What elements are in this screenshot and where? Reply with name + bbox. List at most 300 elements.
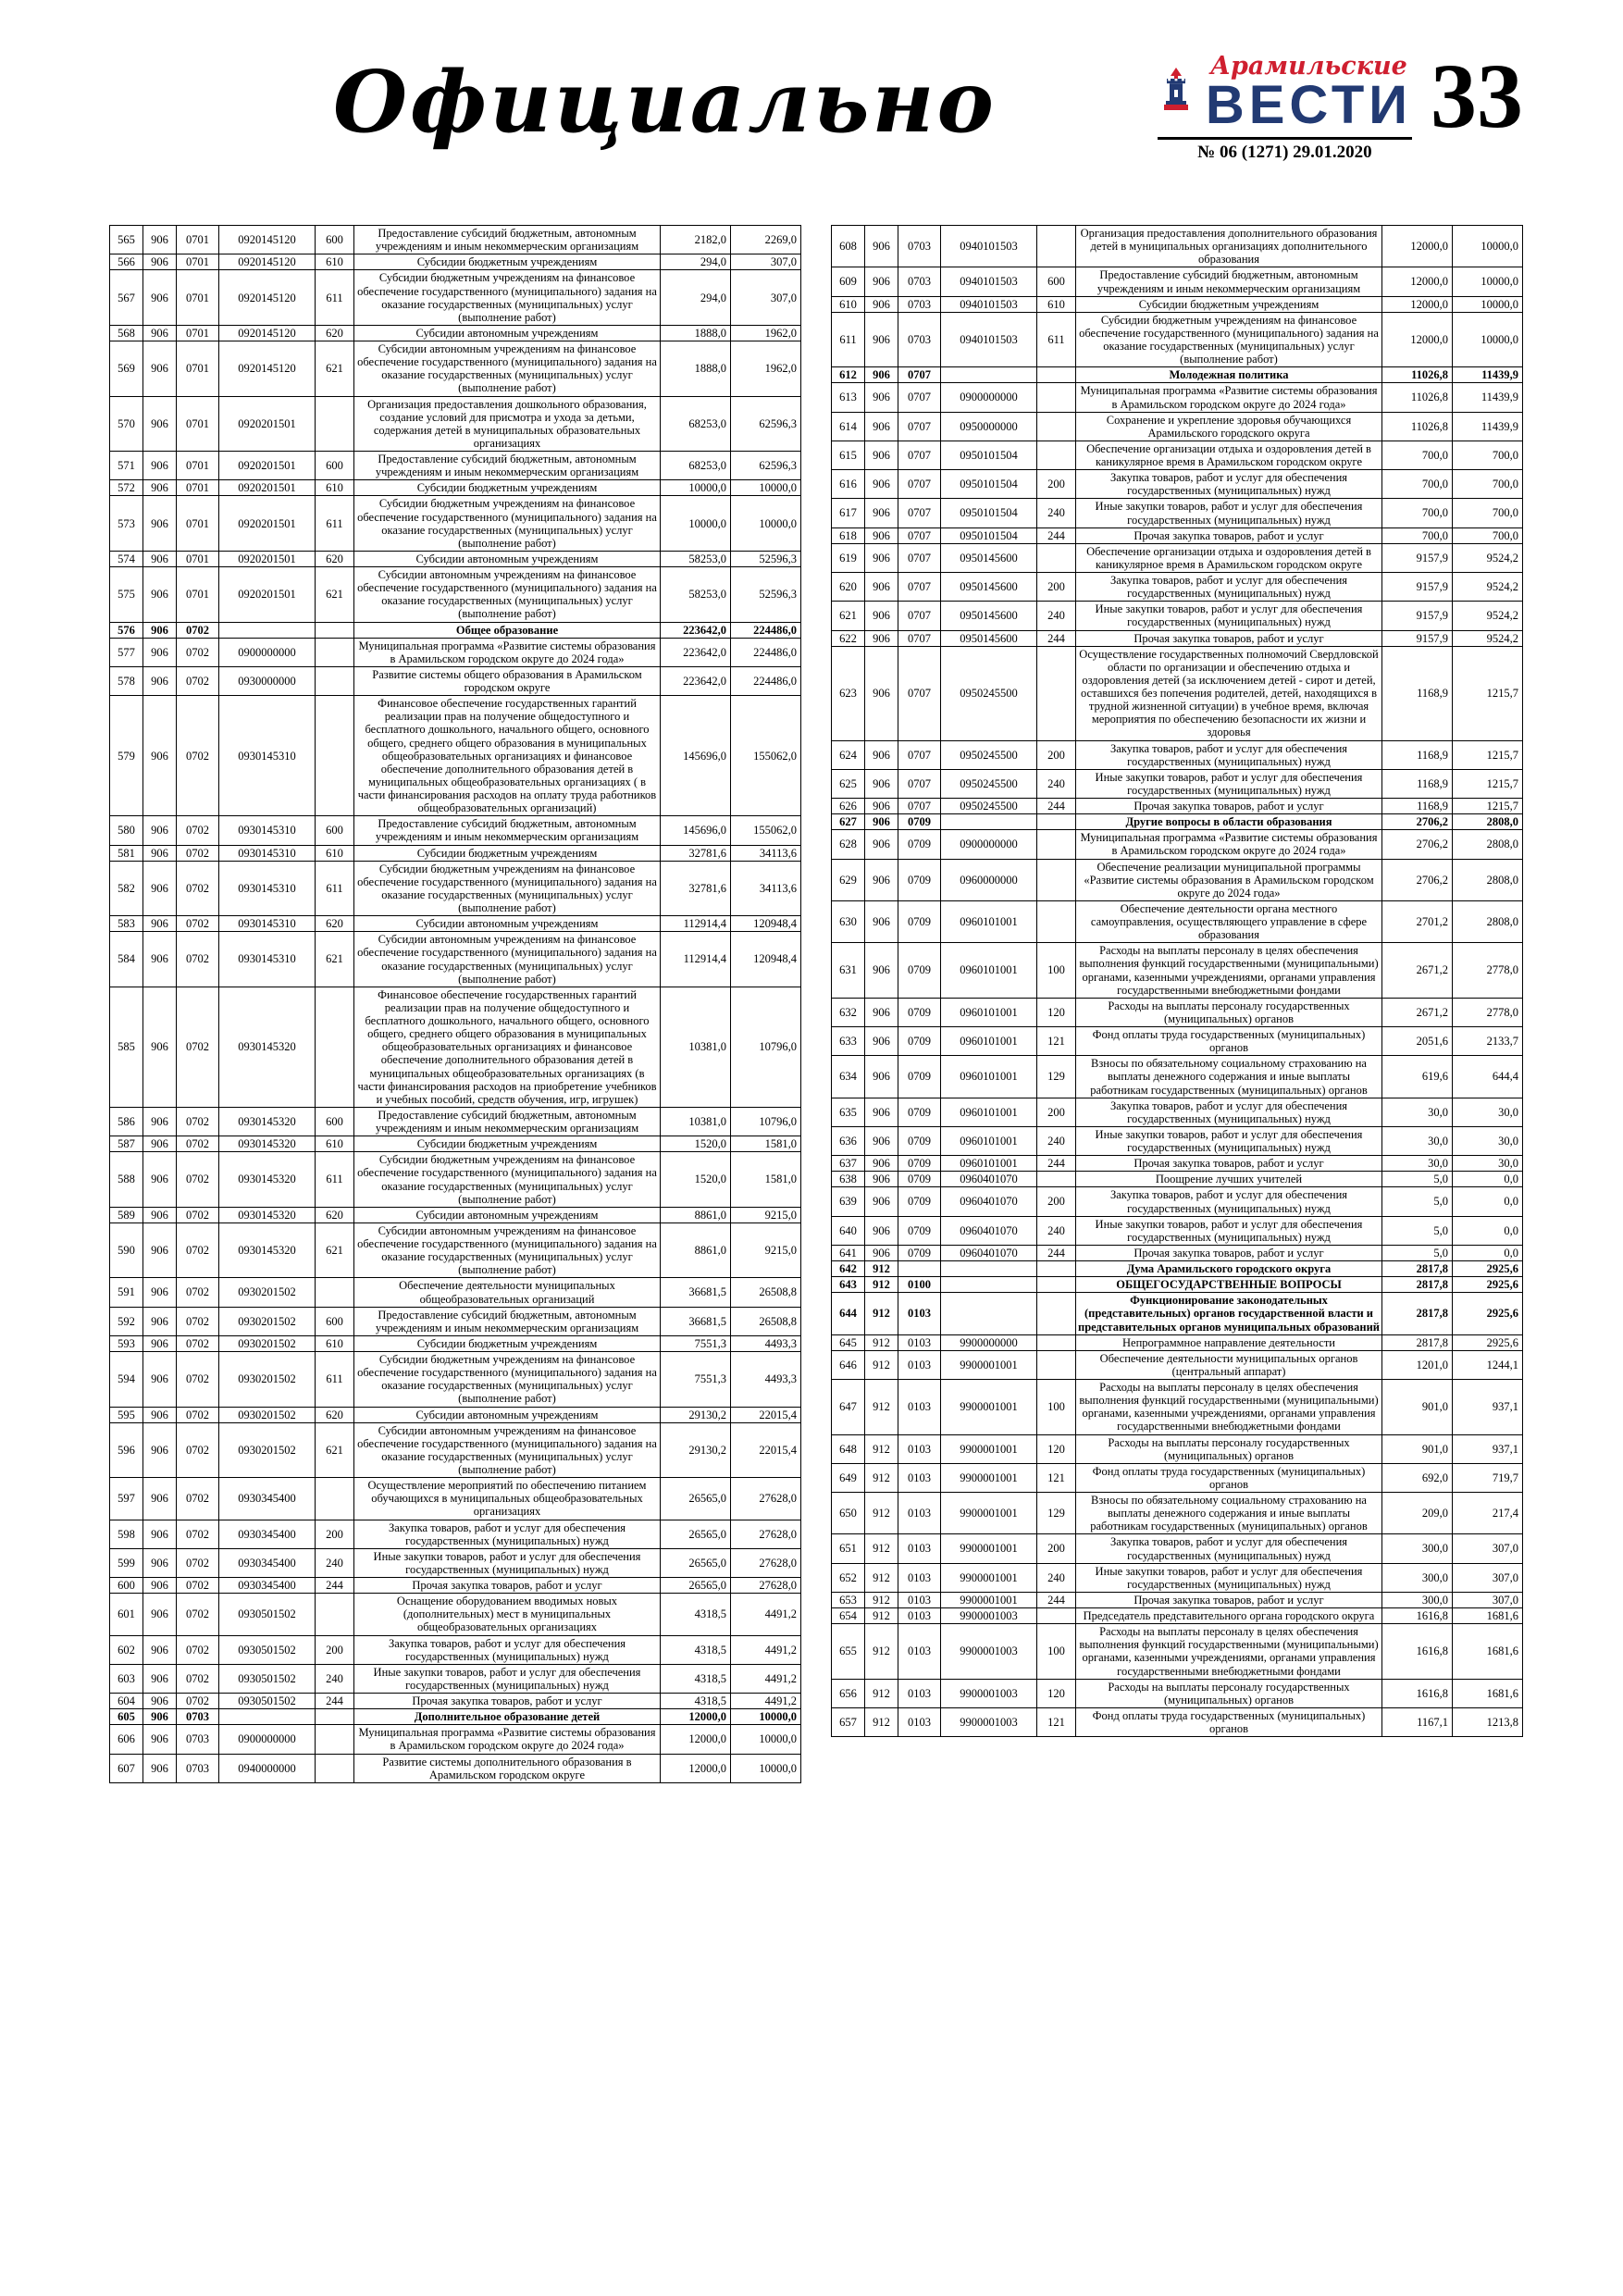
cell-expense-type	[316, 1709, 354, 1725]
cell-expense-type	[1037, 900, 1076, 942]
cell-grbs-code: 906	[143, 1278, 177, 1307]
cell-expense-type: 100	[1037, 943, 1076, 999]
cell-article-code: 0950145600	[941, 543, 1037, 572]
cell-article-code: 0930201502	[219, 1278, 316, 1307]
cell-grbs-code: 906	[865, 267, 898, 296]
cell-amount-2: 34113,6	[731, 845, 801, 861]
cell-article-code: 0930000000	[219, 666, 316, 695]
cell-section-code: 0707	[898, 499, 941, 527]
cell-name: Субсидии бюджетным учреждениям	[354, 480, 661, 496]
cell-expense-type: 200	[1037, 470, 1076, 499]
cell-amount-2: 11439,9	[1453, 367, 1523, 383]
cell-row-num: 604	[110, 1694, 143, 1709]
cell-name: Закупка товаров, работ и услуг для обеспечения государственных (муниципальных) нужд	[1076, 1098, 1382, 1126]
cell-grbs-code: 906	[865, 441, 898, 469]
cell-row-num: 609	[832, 267, 865, 296]
cell-article-code: 0960101001	[941, 1098, 1037, 1126]
budget-table-right	[831, 225, 1523, 1737]
cell-expense-type	[1037, 1608, 1076, 1624]
cell-grbs-code: 906	[143, 666, 177, 695]
cell-article-code: 0950101504	[941, 499, 1037, 527]
cell-article-code: 0960101001	[941, 943, 1037, 999]
table-row	[832, 1434, 1523, 1463]
cell-name: Субсидии автономным учреждениям	[354, 916, 661, 932]
cell-row-num: 642	[832, 1261, 865, 1277]
table-row	[832, 312, 1523, 367]
cell-grbs-code: 912	[865, 1277, 898, 1293]
cell-section-code: 0701	[177, 341, 219, 397]
cell-article-code: 0920201501	[219, 452, 316, 480]
cell-expense-type	[316, 696, 354, 816]
cell-amount-2: 155062,0	[731, 816, 801, 845]
cell-amount-1: 2706,2	[1382, 814, 1453, 830]
cell-expense-type: 620	[316, 325, 354, 341]
cell-expense-type: 240	[1037, 602, 1076, 630]
table-row	[832, 1216, 1523, 1245]
cell-amount-2: 700,0	[1453, 470, 1523, 499]
cell-section-code: 0707	[898, 470, 941, 499]
table-row	[110, 816, 801, 845]
cell-amount-2: 307,0	[731, 254, 801, 270]
cell-article-code	[219, 622, 316, 638]
cell-article-code: 0930201502	[219, 1335, 316, 1351]
cell-name: Закупка товаров, работ и услуг для обеспечения государственных (муниципальных) нужд	[1076, 1534, 1382, 1563]
cell-amount-1: 1520,0	[661, 1152, 731, 1208]
cell-expense-type	[1037, 1277, 1076, 1293]
cell-name: Оснащение оборудованием вводимых новых (дополнительных) мест в муниципальных общеобразовательных организациях	[354, 1594, 661, 1635]
cell-expense-type: 240	[1037, 1216, 1076, 1245]
cell-grbs-code: 906	[143, 1136, 177, 1152]
cell-amount-2: 4493,3	[731, 1335, 801, 1351]
cell-amount-1: 300,0	[1382, 1592, 1453, 1607]
cell-expense-type: 610	[1037, 296, 1076, 312]
cell-amount-1: 26565,0	[661, 1520, 731, 1548]
cell-article-code: 0920145120	[219, 341, 316, 397]
cell-grbs-code: 906	[865, 312, 898, 367]
cell-row-num: 626	[832, 799, 865, 814]
table-row	[832, 1707, 1523, 1736]
cell-article-code: 0900000000	[219, 1725, 316, 1754]
cell-grbs-code: 906	[865, 740, 898, 769]
cell-section-code: 0702	[177, 932, 219, 987]
cell-grbs-code: 906	[865, 1027, 898, 1056]
cell-row-num: 627	[832, 814, 865, 830]
cell-row-num: 635	[832, 1098, 865, 1126]
cell-expense-type: 120	[1037, 998, 1076, 1026]
cell-grbs-code: 906	[143, 496, 177, 552]
cell-amount-1: 4318,5	[661, 1664, 731, 1693]
cell-grbs-code: 906	[143, 254, 177, 270]
cell-amount-1: 300,0	[1382, 1563, 1453, 1592]
table-row	[110, 341, 801, 397]
cell-row-num: 649	[832, 1463, 865, 1492]
cell-amount-1: 4318,5	[661, 1594, 731, 1635]
cell-row-num: 605	[110, 1709, 143, 1725]
table-row	[110, 1578, 801, 1594]
cell-row-num: 654	[832, 1608, 865, 1624]
cell-article-code: 0940101503	[941, 296, 1037, 312]
cell-section-code: 0702	[177, 1152, 219, 1208]
table-row	[832, 998, 1523, 1026]
cell-section-code: 0707	[898, 441, 941, 469]
cell-amount-1: 2706,2	[1382, 859, 1453, 900]
cell-section-code: 0702	[177, 1664, 219, 1693]
cell-name: Дополнительное образование детей	[354, 1709, 661, 1725]
cell-amount-1: 1167,1	[1382, 1707, 1453, 1736]
cell-article-code: 0930145320	[219, 1152, 316, 1208]
cell-row-num: 607	[110, 1754, 143, 1782]
cell-amount-2: 307,0	[1453, 1563, 1523, 1592]
cell-grbs-code: 912	[865, 1534, 898, 1563]
cell-expense-type: 244	[1037, 630, 1076, 646]
cell-expense-type	[1037, 383, 1076, 412]
cell-grbs-code: 906	[865, 412, 898, 441]
cell-amount-1: 12000,0	[1382, 296, 1453, 312]
table-row	[832, 814, 1523, 830]
cell-section-code: 0103	[898, 1463, 941, 1492]
cell-section-code: 0709	[898, 1156, 941, 1172]
cell-expense-type	[1037, 1261, 1076, 1277]
cell-amount-2: 2778,0	[1453, 998, 1523, 1026]
cell-row-num: 598	[110, 1520, 143, 1548]
cell-section-code: 0701	[177, 480, 219, 496]
cell-grbs-code: 906	[143, 1222, 177, 1278]
cell-name: Закупка товаров, работ и услуг для обеспечения государственных (муниципальных) нужд	[1076, 1187, 1382, 1216]
cell-name: Закупка товаров, работ и услуг для обеспечения государственных (муниципальных) нужд	[1076, 740, 1382, 769]
cell-article-code: 0950245500	[941, 740, 1037, 769]
cell-row-num: 634	[832, 1056, 865, 1098]
cell-row-num: 565	[110, 226, 143, 254]
cell-row-num: 566	[110, 254, 143, 270]
cell-amount-2: 10000,0	[731, 496, 801, 552]
cell-amount-2: 217,4	[1453, 1493, 1523, 1534]
cell-section-code: 0709	[898, 830, 941, 859]
table-row	[832, 296, 1523, 312]
cell-amount-1: 2182,0	[661, 226, 731, 254]
cell-article-code: 0960101001	[941, 1027, 1037, 1056]
cell-expense-type: 200	[316, 1635, 354, 1664]
cell-section-code: 0707	[898, 543, 941, 572]
cell-expense-type: 240	[1037, 1126, 1076, 1155]
cell-section-code: 0702	[177, 861, 219, 916]
cell-expense-type: 621	[316, 341, 354, 397]
cell-amount-2: 155062,0	[731, 696, 801, 816]
cell-name: Поощрение лучших учителей	[1076, 1172, 1382, 1187]
cell-amount-2: 1681,6	[1453, 1608, 1523, 1624]
cell-expense-type: 620	[316, 1207, 354, 1222]
cell-name: Субсидии автономным учреждениям	[354, 1407, 661, 1422]
cell-amount-1: 1520,0	[661, 1136, 731, 1152]
cell-article-code: 0930145320	[219, 987, 316, 1107]
cell-section-code: 0703	[898, 312, 941, 367]
cell-amount-2: 937,1	[1453, 1380, 1523, 1435]
cell-amount-1: 12000,0	[1382, 312, 1453, 367]
cell-grbs-code: 906	[143, 1407, 177, 1422]
cell-amount-1: 10000,0	[661, 496, 731, 552]
cell-article-code: 0930345400	[219, 1478, 316, 1520]
cell-grbs-code: 906	[865, 1126, 898, 1155]
cell-section-code: 0709	[898, 900, 941, 942]
cell-name: Предоставление субсидий бюджетным, автономным учреждениям и иным некоммерческим организациям	[354, 816, 661, 845]
cell-section-code: 0702	[177, 1478, 219, 1520]
cell-name: Иные закупки товаров, работ и услуг для обеспечения государственных (муниципальных) нужд	[354, 1664, 661, 1693]
cell-row-num: 629	[832, 859, 865, 900]
cell-amount-1: 5,0	[1382, 1187, 1453, 1216]
cell-amount-2: 11439,9	[1453, 412, 1523, 441]
cell-expense-type: 120	[1037, 1679, 1076, 1707]
table-row	[110, 1478, 801, 1520]
cell-amount-2: 719,7	[1453, 1463, 1523, 1492]
table-row	[110, 861, 801, 916]
cell-grbs-code: 906	[865, 630, 898, 646]
cell-article-code: 0960401070	[941, 1187, 1037, 1216]
cell-row-num: 640	[832, 1216, 865, 1245]
cell-name: Закупка товаров, работ и услуг для обеспечения государственных (муниципальных) нужд	[1076, 470, 1382, 499]
cell-name: Субсидии автономным учреждениям на финансовое обеспечение государственного (муниципального) задания на оказание государственных (муниципальных) услуг (выполнение работ)	[354, 341, 661, 397]
cell-amount-1: 1616,8	[1382, 1608, 1453, 1624]
cell-expense-type: 200	[1037, 573, 1076, 602]
cell-grbs-code: 906	[143, 916, 177, 932]
cell-expense-type: 621	[316, 1222, 354, 1278]
cell-row-num: 576	[110, 622, 143, 638]
cell-amount-1: 7551,3	[661, 1335, 731, 1351]
cell-grbs-code: 906	[143, 861, 177, 916]
cell-grbs-code: 906	[143, 270, 177, 326]
cell-amount-2: 26508,8	[731, 1278, 801, 1307]
newspaper-brand	[1158, 54, 1412, 163]
cell-article-code: 0930145320	[219, 1222, 316, 1278]
cell-grbs-code: 906	[865, 1245, 898, 1260]
cell-section-code: 0103	[898, 1592, 941, 1607]
cell-grbs-code: 912	[865, 1624, 898, 1680]
cell-expense-type: 600	[1037, 267, 1076, 296]
cell-article-code: 0940000000	[219, 1754, 316, 1782]
cell-grbs-code: 912	[865, 1434, 898, 1463]
cell-grbs-code: 912	[865, 1380, 898, 1435]
cell-expense-type	[316, 638, 354, 666]
cell-name: Закупка товаров, работ и услуг для обеспечения государственных (муниципальных) нужд	[1076, 573, 1382, 602]
cell-grbs-code: 906	[143, 816, 177, 845]
table-row	[832, 1334, 1523, 1350]
cell-row-num: 578	[110, 666, 143, 695]
cell-name: Субсидии автономным учреждениям на финансовое обеспечение государственного (муниципального) задания на оказание государственных (муниципальных) услуг (выполнение работ)	[354, 932, 661, 987]
cell-section-code: 0702	[177, 1207, 219, 1222]
cell-amount-1: 26565,0	[661, 1578, 731, 1594]
cell-amount-2: 224486,0	[731, 666, 801, 695]
cell-row-num: 603	[110, 1664, 143, 1693]
cell-expense-type	[1037, 543, 1076, 572]
cell-section-code: 0702	[177, 1136, 219, 1152]
cell-row-num: 586	[110, 1107, 143, 1136]
cell-article-code	[941, 1261, 1037, 1277]
cell-expense-type	[1037, 412, 1076, 441]
cell-expense-type: 621	[316, 567, 354, 623]
cell-row-num: 570	[110, 396, 143, 452]
cell-section-code: 0103	[898, 1624, 941, 1680]
cell-expense-type	[316, 1754, 354, 1782]
cell-amount-2: 52596,3	[731, 567, 801, 623]
cell-section-code: 0707	[898, 646, 941, 740]
cell-expense-type: 610	[316, 254, 354, 270]
cell-article-code: 0960401070	[941, 1216, 1037, 1245]
cell-section-code: 0103	[898, 1563, 941, 1592]
cell-row-num: 636	[832, 1126, 865, 1155]
cell-article-code: 0940101503	[941, 226, 1037, 267]
table-row	[832, 646, 1523, 740]
cell-section-code: 0707	[898, 740, 941, 769]
cell-expense-type	[1037, 1350, 1076, 1379]
cell-section-code: 0701	[177, 551, 219, 566]
cell-amount-1: 294,0	[661, 270, 731, 326]
cell-amount-2: 62596,3	[731, 452, 801, 480]
cell-section-code: 0100	[898, 1277, 941, 1293]
table-row	[110, 396, 801, 452]
cell-amount-1: 11026,8	[1382, 367, 1453, 383]
cell-section-code: 0701	[177, 254, 219, 270]
table-row	[832, 1261, 1523, 1277]
cell-article-code: 0950101504	[941, 441, 1037, 469]
cell-article-code: 9900001001	[941, 1534, 1037, 1563]
cell-amount-2: 62596,3	[731, 396, 801, 452]
cell-row-num: 617	[832, 499, 865, 527]
cell-section-code: 0702	[177, 845, 219, 861]
cell-name: Субсидии автономным учреждениям на финансовое обеспечение государственного (муниципального) задания на оказание государственных (муниципальных) услуг (выполнение работ)	[354, 1222, 661, 1278]
cell-amount-2: 10000,0	[731, 480, 801, 496]
cell-name: Другие вопросы в области образования	[1076, 814, 1382, 830]
cell-expense-type	[1037, 441, 1076, 469]
cell-name: Субсидии бюджетным учреждениям на финансовое обеспечение государственного (муниципального) задания на оказание государственных (муниципальных) услуг (выполнение работ)	[354, 1352, 661, 1408]
cell-amount-1: 29130,2	[661, 1407, 731, 1422]
cell-grbs-code: 906	[143, 325, 177, 341]
table-row	[110, 1407, 801, 1422]
cell-amount-1: 700,0	[1382, 441, 1453, 469]
cell-amount-1: 2671,2	[1382, 998, 1453, 1026]
table-row	[110, 1352, 801, 1408]
cell-amount-1: 9157,9	[1382, 573, 1453, 602]
cell-amount-2: 120948,4	[731, 932, 801, 987]
cell-name: Закупка товаров, работ и услуг для обеспечения государственных (муниципальных) нужд	[354, 1635, 661, 1664]
cell-row-num: 618	[832, 527, 865, 543]
cell-amount-1: 58253,0	[661, 567, 731, 623]
cell-amount-1: 9157,9	[1382, 602, 1453, 630]
cell-section-code: 0701	[177, 452, 219, 480]
cell-article-code: 0950000000	[941, 412, 1037, 441]
cell-grbs-code: 906	[143, 638, 177, 666]
cell-amount-1: 1888,0	[661, 341, 731, 397]
cell-expense-type: 600	[316, 1107, 354, 1136]
table-row	[110, 622, 801, 638]
table-row	[110, 1207, 801, 1222]
cell-grbs-code: 906	[865, 1187, 898, 1216]
cell-grbs-code: 906	[865, 646, 898, 740]
cell-expense-type: 244	[316, 1578, 354, 1594]
cell-name: Расходы на выплаты персоналу в целях обеспечения выполнения функций государственными (муниципальными) органами, казенными учреждениями, органами управления государственными внебюджетными фондами	[1076, 1624, 1382, 1680]
cell-row-num: 621	[832, 602, 865, 630]
cell-section-code: 0702	[177, 666, 219, 695]
cell-name: Субсидии бюджетным учреждениям	[1076, 296, 1382, 312]
cell-name: Субсидии бюджетным учреждениям на финансовое обеспечение государственного (муниципального) задания на оказание государственных (муниципальных) услуг (выполнение работ)	[354, 270, 661, 326]
cell-name: Субсидии бюджетным учреждениям на финансовое обеспечение государственного (муниципального) задания на оказание государственных (муниципальных) услуг (выполнение работ)	[354, 1152, 661, 1208]
budget-table-left	[109, 225, 801, 1783]
cell-article-code: 0950145600	[941, 602, 1037, 630]
cell-amount-2: 4491,2	[731, 1664, 801, 1693]
cell-article-code: 9900001001	[941, 1592, 1037, 1607]
cell-amount-1: 5,0	[1382, 1216, 1453, 1245]
cell-amount-1: 901,0	[1382, 1434, 1453, 1463]
cell-grbs-code: 912	[865, 1493, 898, 1534]
newspaper-brand-area	[1158, 44, 1523, 163]
table-row	[832, 383, 1523, 412]
cell-amount-2: 30,0	[1453, 1156, 1523, 1172]
cell-amount-1: 1616,8	[1382, 1624, 1453, 1680]
cell-name: Обеспечение деятельности органа местного самоуправления, осуществляющего управление в сфере образования	[1076, 900, 1382, 942]
cell-name: Обеспечение организации отдыха и оздоровления детей в каникулярное время в Арамильском городском округе	[1076, 441, 1382, 469]
cell-article-code: 0960101001	[941, 1156, 1037, 1172]
cell-expense-type: 120	[1037, 1434, 1076, 1463]
cell-article-code: 0930501502	[219, 1594, 316, 1635]
cell-name: Общее образование	[354, 622, 661, 638]
cell-amount-2: 30,0	[1453, 1098, 1523, 1126]
brand-name-label: ВЕСТИ	[1205, 75, 1412, 136]
cell-row-num: 652	[832, 1563, 865, 1592]
cell-expense-type: 610	[316, 1335, 354, 1351]
cell-section-code: 0707	[898, 799, 941, 814]
cell-amount-1: 2706,2	[1382, 830, 1453, 859]
cell-name: Субсидии автономным учреждениям	[354, 551, 661, 566]
cell-amount-1: 2817,8	[1382, 1293, 1453, 1334]
cell-grbs-code: 906	[865, 602, 898, 630]
table-row	[832, 1350, 1523, 1379]
cell-amount-1: 1201,0	[1382, 1350, 1453, 1379]
cell-row-num: 623	[832, 646, 865, 740]
cell-amount-1: 1616,8	[1382, 1679, 1453, 1707]
cell-row-num: 574	[110, 551, 143, 566]
cell-row-num: 593	[110, 1335, 143, 1351]
cell-expense-type: 611	[316, 861, 354, 916]
cell-section-code: 0103	[898, 1534, 941, 1563]
table-row	[110, 254, 801, 270]
cell-grbs-code: 906	[143, 1578, 177, 1594]
table-row	[832, 1187, 1523, 1216]
cell-amount-2: 4493,3	[731, 1352, 801, 1408]
cell-amount-1: 11026,8	[1382, 412, 1453, 441]
cell-row-num: 657	[832, 1707, 865, 1736]
cell-amount-2: 2925,6	[1453, 1293, 1523, 1334]
cell-grbs-code: 912	[865, 1707, 898, 1736]
cell-row-num: 637	[832, 1156, 865, 1172]
cell-section-code: 0709	[898, 1245, 941, 1260]
cell-amount-1: 36681,5	[661, 1307, 731, 1335]
cell-grbs-code: 906	[865, 998, 898, 1026]
cell-section-code: 0709	[898, 1098, 941, 1126]
cell-amount-2: 700,0	[1453, 527, 1523, 543]
cell-grbs-code: 906	[143, 622, 177, 638]
table-row	[110, 932, 801, 987]
cell-amount-2: 10000,0	[1453, 296, 1523, 312]
cell-article-code: 0930501502	[219, 1694, 316, 1709]
cell-name: Муниципальная программа «Развитие системы образования в Арамильском городском округе до 2024 года»	[1076, 830, 1382, 859]
cell-amount-1: 700,0	[1382, 499, 1453, 527]
cell-article-code	[941, 367, 1037, 383]
cell-section-code: 0709	[898, 814, 941, 830]
cell-amount-2: 700,0	[1453, 499, 1523, 527]
cell-section-code: 0703	[898, 226, 941, 267]
cell-row-num: 625	[832, 769, 865, 798]
cell-section-code: 0709	[898, 1172, 941, 1187]
cell-grbs-code: 906	[865, 830, 898, 859]
table-row	[832, 527, 1523, 543]
cell-grbs-code: 906	[865, 1156, 898, 1172]
